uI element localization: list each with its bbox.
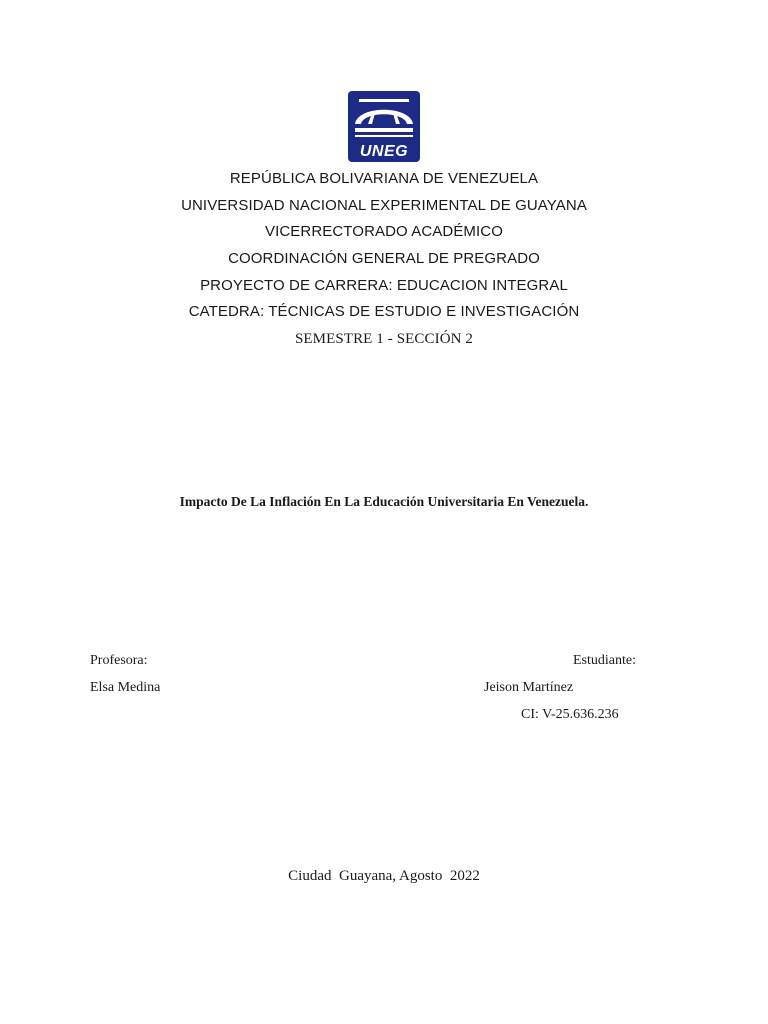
student-id: CI: V-25.636.236: [521, 707, 619, 722]
place-and-date: Ciudad Guayana, Agosto 2022: [288, 868, 480, 884]
header-line-course: CATEDRA: TÉCNICAS DE ESTUDIO E INVESTIGACIÓN: [188, 303, 580, 321]
professor-label: Profesora:: [90, 653, 148, 668]
university-logo: [348, 91, 420, 162]
header-line-project: PROYECTO DE CARRERA: EDUCACION INTEGRAL: [200, 276, 568, 294]
header-line-republic: REPÚBLICA BOLIVARIANA DE VENEZUELA: [229, 170, 539, 187]
header-line-university: UNIVERSIDAD NACIONAL EXPERIMENTAL DE GUAYANA: [181, 196, 587, 214]
header-line-coordination: COORDINACIÓN GENERAL DE PREGRADO: [228, 250, 540, 268]
institution-header: [0, 168, 768, 355]
student-label: Estudiante:: [573, 653, 636, 668]
header-line-vicerrectorado: VICERRECTORADO ACADÉMICO: [265, 223, 503, 241]
professor-name: Elsa Medina: [90, 680, 161, 695]
logo-wordmark: UNEG: [359, 143, 409, 160]
uneg-logo-icon: [348, 91, 420, 162]
student-name: Jeison Martínez: [484, 680, 574, 695]
document-title: Impacto De La Inflación En La Educación Universitaria En Venezuela.: [179, 494, 589, 509]
header-line-semester: SEMESTRE 1 - SECCIÓN 2: [294, 331, 474, 348]
